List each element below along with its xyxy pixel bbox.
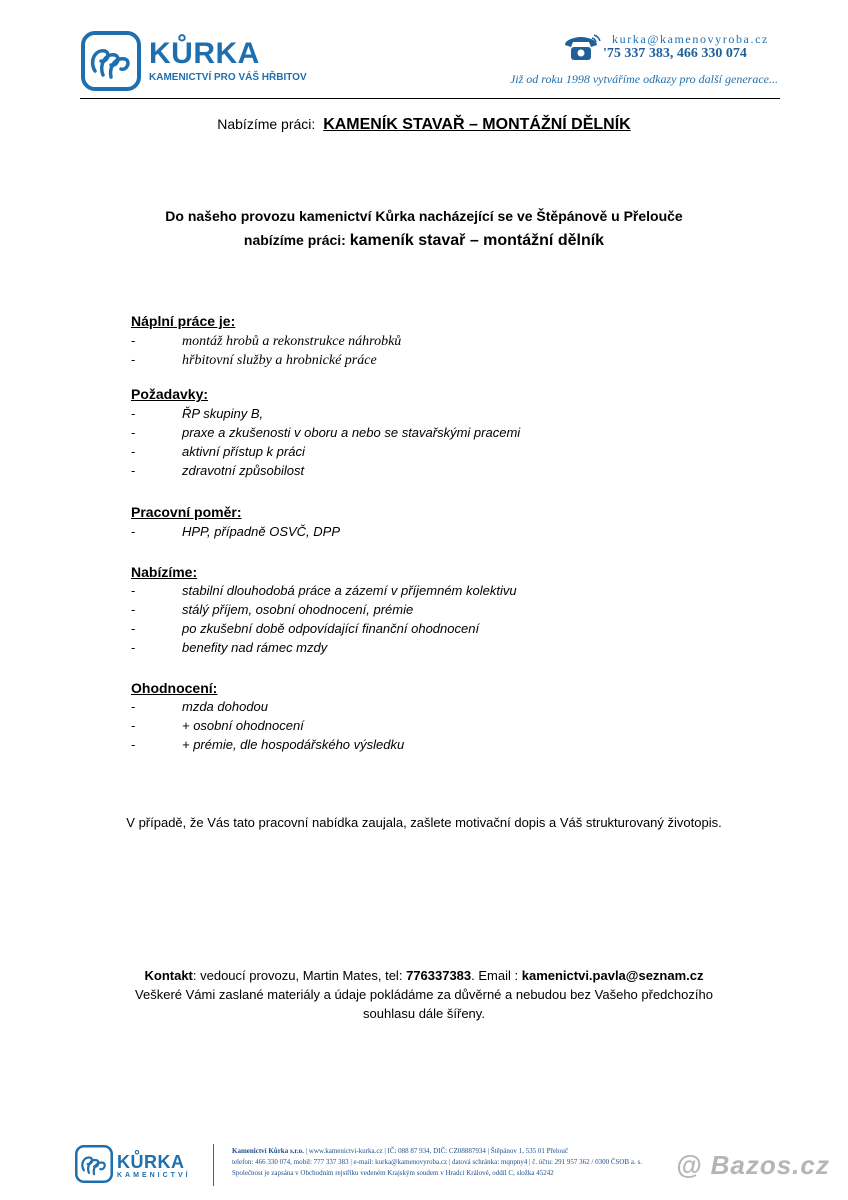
watermark: @ Bazos.cz: [676, 1150, 830, 1180]
contact-email[interactable]: kamenictvi.pavla@seznam.cz: [521, 968, 704, 983]
contact-line-1: Kontakt: vedoucí provozu, Martin Mates, tel: 776337383. Email : kamenictvi.pavla@seznam.cz: [144, 968, 704, 983]
footer-logo-icon: [75, 1145, 113, 1183]
list-item: - stálý příjem, osobní ohodnocení, prémie: [131, 602, 414, 617]
footer-line-1: Kamenictví Kůrka s.r.o. | www.kamenictvi-kurka.cz | IČ: 088 87 934, DIČ: CZ08887934 | Štěpánov 1, 535 01 Přelouč: [232, 1147, 568, 1155]
footer-line-2: telefon: 466 330 074, mobil: 777 337 383 | e-mail: kurka@kamenovyroba.cz | datová schránka: mqnpny4 | č. účtu: 291 957 362 / 0300 ČSOB a. s.: [232, 1158, 642, 1166]
brand-name: KŮRKA: [149, 37, 260, 70]
section-title-we-offer: Nabízíme:: [131, 564, 198, 580]
section-title-requirements: Požadavky:: [131, 386, 209, 402]
contact-line-2: Veškeré Vámi zaslané materiály a údaje pokládáme za důvěrné a nebudou bez Vašeho předchozího: [135, 987, 713, 1002]
section-title-duties: Náplní práce je:: [131, 313, 236, 329]
list-item: - benefity nad rámec mzdy: [131, 640, 328, 655]
logo-ribbon-icon: [81, 31, 141, 91]
footer-tagline: KAMENICTVÍ: [117, 1172, 191, 1179]
list-item: - praxe a zkušenosti v oboru a nebo se stavařskými pracemi: [131, 425, 521, 440]
section-title-employment: Pracovní poměr:: [131, 504, 242, 520]
contact-phone[interactable]: 776337383: [406, 968, 472, 983]
list-item: - aktivní přístup k práci: [131, 444, 305, 459]
list-item: - + osobní ohodnocení: [131, 718, 304, 733]
list-item: - stabilní dlouhodobá práce a zázemí v příjemném kolektivu: [131, 583, 517, 598]
contact-line-3: souhlasu dále šířeny.: [363, 1006, 485, 1021]
brand-tagline: KAMENICTVÍ PRO VÁŠ HŘBITOV: [149, 72, 307, 83]
intro-line-2: [0, 232, 848, 250]
list-item: - ŘP skupiny B,: [131, 406, 264, 421]
intro-line-2-position: kameník stavař – montážní dělník: [349, 232, 605, 249]
offer-prefix: Nabízíme práci:: [217, 116, 316, 132]
phone-icon: [561, 33, 601, 63]
intro-line-2-prefix: nabízíme práci:: [243, 232, 346, 248]
section-title-compensation: Ohodnocení:: [131, 680, 218, 696]
header-divider: [80, 98, 780, 99]
list-item: - + prémie, dle hospodářského výsledku: [131, 737, 405, 752]
offer-title: [0, 116, 848, 134]
list-item: - zdravotní způsobilost: [131, 463, 305, 478]
offer-position: KAMENÍK STAVAŘ – MONTÁŽNÍ DĚLNÍK: [323, 116, 631, 133]
closing-text: V případě, že Vás tato pracovní nabídka zaujala, zašlete motivační dopis a Váš strukturovaný životopis.: [126, 815, 722, 830]
list-item: - po zkušební době odpovídající finanční ohodnocení: [131, 621, 480, 636]
header-motto: Již od roku 1998 vytváříme odkazy pro další generace...: [509, 72, 778, 86]
list-item: - hřbitovní služby a hrobnické práce: [131, 352, 377, 368]
contact-label: Kontakt: [144, 968, 193, 983]
footer-line-3: Společnost je zapsána v Obchodním rejstříku vedeném Krajským soudem v Hradci Králové, oddíl C, složka 45242: [232, 1169, 554, 1177]
intro-line-1: Do našeho provozu kamenictví Kůrka nacházející se ve Štěpánově u Přelouče: [165, 208, 683, 224]
list-item: - mzda dohodou: [131, 699, 269, 714]
header-email[interactable]: kurka@kamenovyroba.cz: [612, 32, 769, 46]
footer-divider: [213, 1144, 214, 1186]
list-item: - montáž hrobů a rekonstrukce náhrobků: [131, 333, 402, 349]
list-item: - HPP, případně OSVČ, DPP: [131, 524, 341, 539]
footer-brand: KŮRKA: [117, 1152, 185, 1172]
header-phones: '75 337 383, 466 330 074: [603, 46, 747, 61]
